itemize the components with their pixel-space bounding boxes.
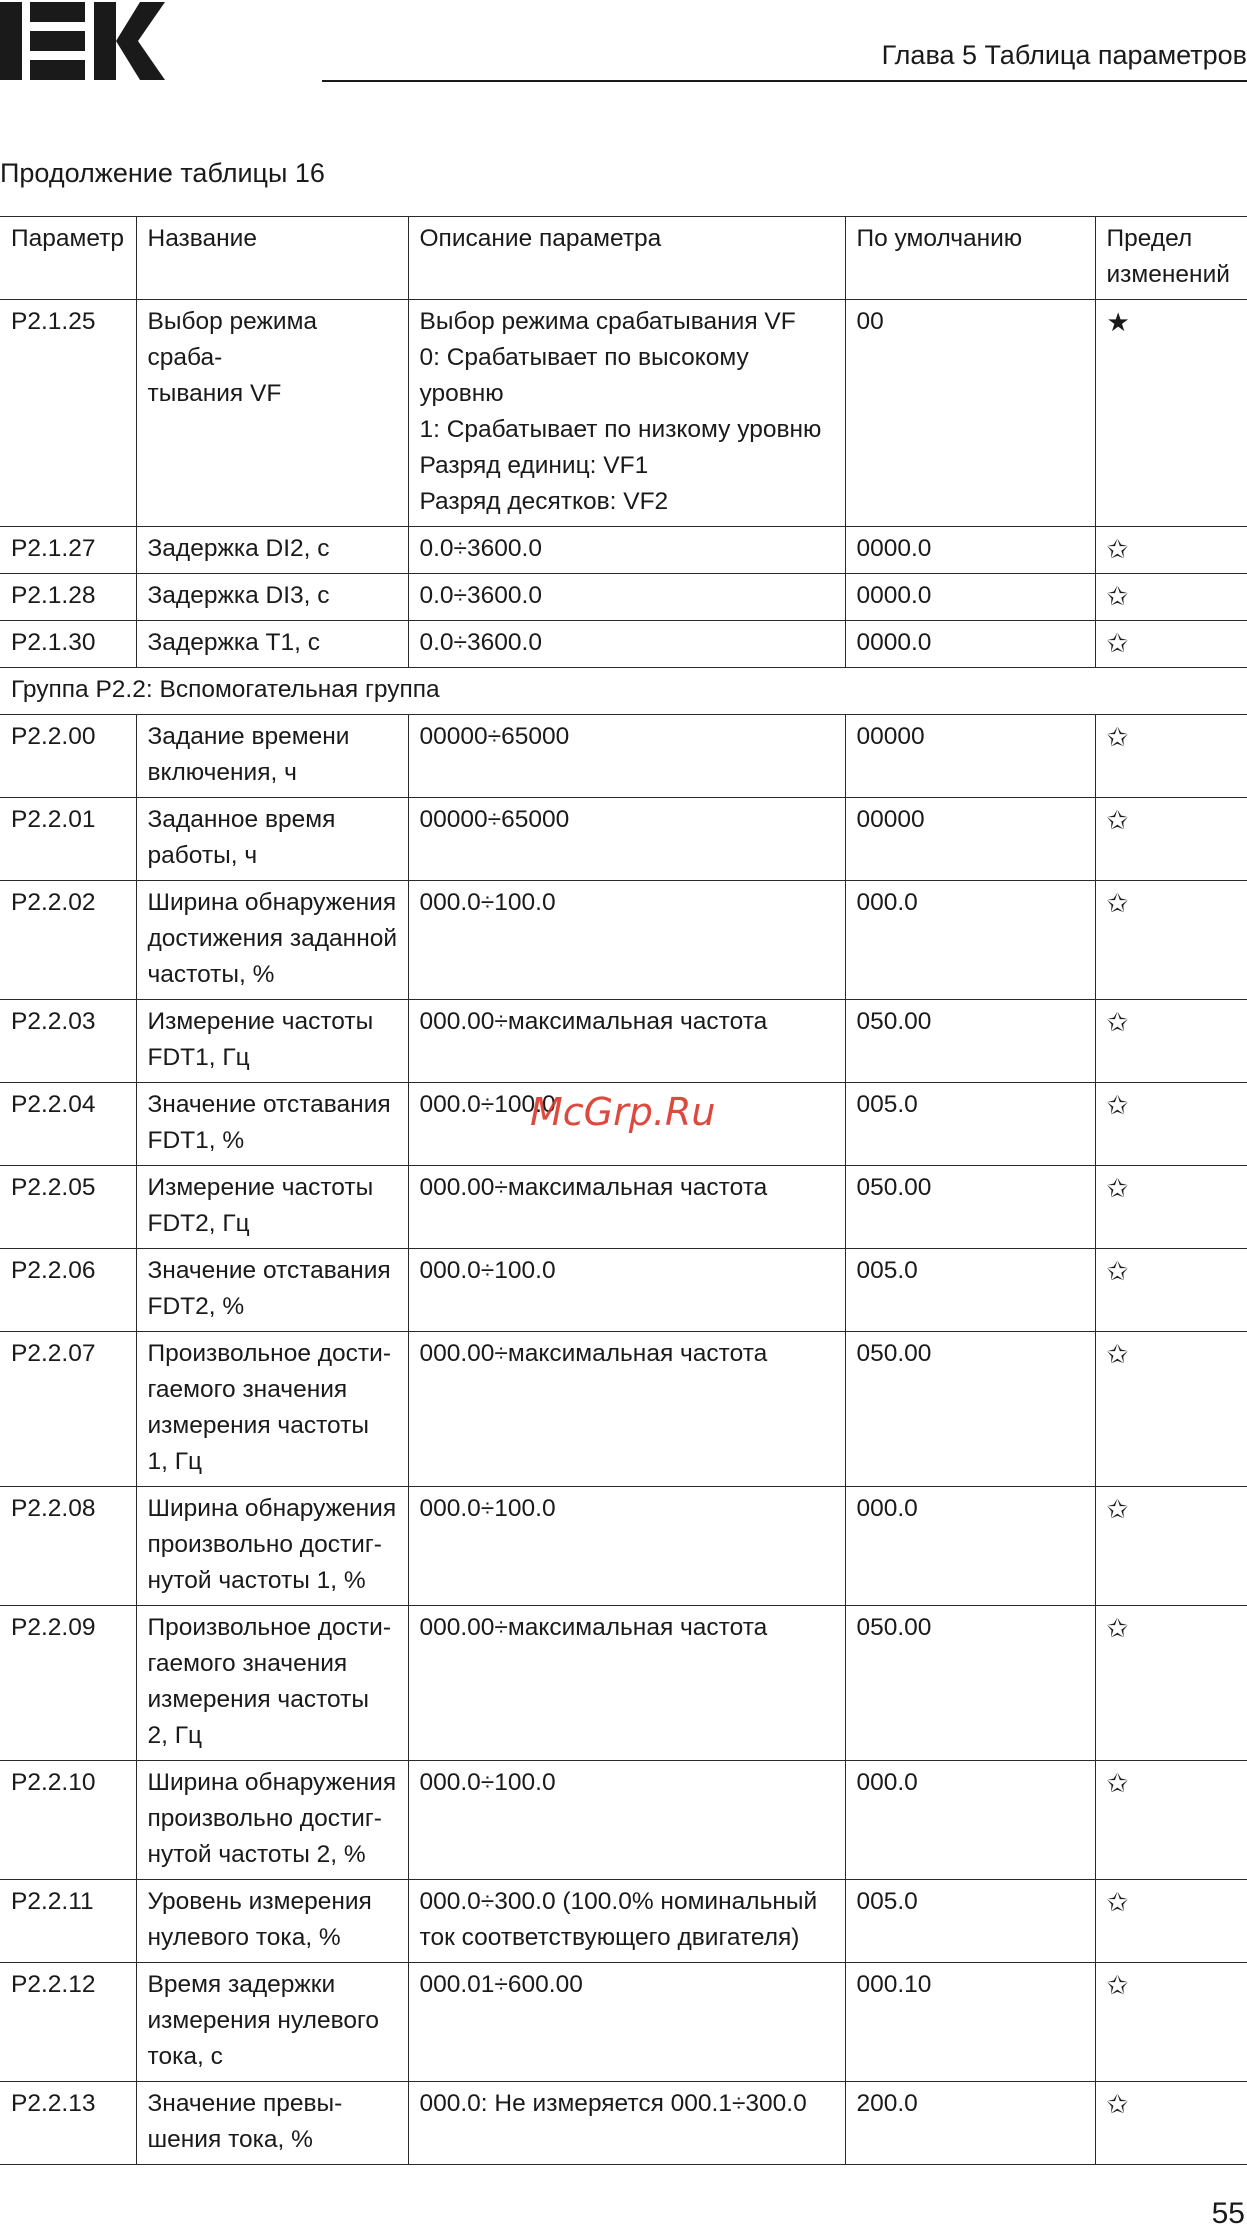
col-header-param: Параметр [0, 217, 136, 300]
cell-default: 00000 [845, 715, 1095, 798]
cell-desc: 000.0÷100.0 [408, 1761, 845, 1880]
cell-desc: 0.0÷3600.0 [408, 621, 845, 668]
table-row [0, 881, 1247, 1000]
cell-desc: 0.0÷3600.0 [408, 527, 845, 574]
cell-desc: 000.0: Не измеряется 000.1÷300.0 [408, 2082, 845, 2165]
cell-param: P2.1.27 [0, 527, 136, 574]
cell-param: P2.2.00 [0, 715, 136, 798]
cell-desc: 000.0÷100.0 [408, 1249, 845, 1332]
cell-limit: ★ [1095, 300, 1247, 527]
cell-default: 0000.0 [845, 527, 1095, 574]
cell-default: 200.0 [845, 2082, 1095, 2165]
table-row [0, 798, 1247, 881]
table-row [0, 527, 1247, 574]
cell-param: P2.2.01 [0, 798, 136, 881]
cell-name: Уровень измерения нулевого тока, % [136, 1880, 408, 1963]
cell-limit: ✩ [1095, 2082, 1247, 2165]
col-header-name: Название [136, 217, 408, 300]
cell-default: 00 [845, 300, 1095, 527]
cell-name: Время задержки измерения нулевого тока, с [136, 1963, 408, 2082]
table-row [0, 1166, 1247, 1249]
cell-desc: 000.0÷300.0 (100.0% номинальный ток соответствующего двигателя) [408, 1880, 845, 1963]
cell-desc: 00000÷65000 [408, 798, 845, 881]
table-row [0, 1487, 1247, 1606]
cell-name: Задержка T1, с [136, 621, 408, 668]
cell-desc: 000.00÷максимальная частота [408, 1606, 845, 1761]
table-row [0, 574, 1247, 621]
cell-param: P2.2.13 [0, 2082, 136, 2165]
table-row [0, 1083, 1247, 1166]
col-header-desc: Описание параметра [408, 217, 845, 300]
cell-desc: 00000÷65000 [408, 715, 845, 798]
cell-limit: ✩ [1095, 1000, 1247, 1083]
cell-param: P2.2.04 [0, 1083, 136, 1166]
table-row [0, 1761, 1247, 1880]
cell-desc: 000.0÷100.0 [408, 881, 845, 1000]
table-row [0, 300, 1247, 527]
cell-default: 005.0 [845, 1880, 1095, 1963]
header-rule [322, 80, 1247, 82]
cell-name: Ширина обнаружения достижения заданной частоты, % [136, 881, 408, 1000]
cell-param: P2.2.09 [0, 1606, 136, 1761]
cell-default: 0000.0 [845, 574, 1095, 621]
table-row [0, 1880, 1247, 1963]
cell-param: P2.2.06 [0, 1249, 136, 1332]
cell-limit: ✩ [1095, 1880, 1247, 1963]
group-row [0, 668, 1247, 715]
cell-limit: ✩ [1095, 1083, 1247, 1166]
cell-name: Значение отставания FDT2, % [136, 1249, 408, 1332]
cell-name: Заданное время работы, ч [136, 798, 408, 881]
cell-limit: ✩ [1095, 574, 1247, 621]
cell-name: Задание времени включения, ч [136, 715, 408, 798]
cell-name: Ширина обнаружения произвольно достиг- нутой частоты 1, % [136, 1487, 408, 1606]
cell-desc: 000.0÷100.0 [408, 1083, 845, 1166]
col-header-limit: Предел изменений [1095, 217, 1247, 300]
cell-limit: ✩ [1095, 1249, 1247, 1332]
cell-name: Произвольное дости- гаемого значения измерения частоты 2, Гц [136, 1606, 408, 1761]
cell-limit: ✩ [1095, 798, 1247, 881]
cell-default: 00000 [845, 798, 1095, 881]
cell-desc: 000.01÷600.00 [408, 1963, 845, 2082]
cell-param: P2.1.28 [0, 574, 136, 621]
cell-name: Произвольное дости- гаемого значения измерения частоты 1, Гц [136, 1332, 408, 1487]
table-row [0, 1963, 1247, 2082]
cell-default: 005.0 [845, 1083, 1095, 1166]
cell-param: P2.2.08 [0, 1487, 136, 1606]
cell-limit: ✩ [1095, 1963, 1247, 2082]
cell-limit: ✩ [1095, 881, 1247, 1000]
cell-desc: 000.00÷максимальная частота [408, 1166, 845, 1249]
cell-name: Значение превы- шения тока, % [136, 2082, 408, 2165]
cell-param: P2.2.02 [0, 881, 136, 1000]
cell-default: 000.10 [845, 1963, 1095, 2082]
cell-name: Ширина обнаружения произвольно достиг- нутой частоты 2, % [136, 1761, 408, 1880]
cell-limit: ✩ [1095, 1606, 1247, 1761]
cell-desc: 0.0÷3600.0 [408, 574, 845, 621]
cell-name: Задержка DI2, с [136, 527, 408, 574]
cell-param: P2.2.12 [0, 1963, 136, 2082]
cell-name: Измерение частоты FDT2, Гц [136, 1166, 408, 1249]
table-header-row [0, 217, 1247, 300]
cell-param: P2.2.03 [0, 1000, 136, 1083]
table-row [0, 2082, 1247, 2165]
cell-default: 000.0 [845, 1487, 1095, 1606]
cell-param: P2.1.25 [0, 300, 136, 527]
cell-name: Выбор режима сраба- тывания VF [136, 300, 408, 527]
cell-limit: ✩ [1095, 715, 1247, 798]
cell-default: 050.00 [845, 1606, 1095, 1761]
parameter-table [0, 216, 1247, 2165]
cell-limit: ✩ [1095, 1166, 1247, 1249]
cell-desc: 000.00÷максимальная частота [408, 1000, 845, 1083]
cell-default: 0000.0 [845, 621, 1095, 668]
table-row [0, 1606, 1247, 1761]
cell-name: Измерение частоты FDT1, Гц [136, 1000, 408, 1083]
cell-default: 050.00 [845, 1166, 1095, 1249]
table-row [0, 1000, 1247, 1083]
table-row [0, 621, 1247, 668]
cell-default: 000.0 [845, 1761, 1095, 1880]
cell-default: 000.0 [845, 881, 1095, 1000]
cell-param: P2.2.05 [0, 1166, 136, 1249]
cell-limit: ✩ [1095, 621, 1247, 668]
cell-desc: 000.00÷максимальная частота [408, 1332, 845, 1487]
cell-limit: ✩ [1095, 527, 1247, 574]
watermark: McGrp.Ru [530, 1090, 716, 1134]
group-title: Группа P2.2: Вспомогательная группа [0, 668, 1247, 715]
cell-param: P2.2.10 [0, 1761, 136, 1880]
col-header-default: По умолчанию [845, 217, 1095, 300]
table-row [0, 1332, 1247, 1487]
cell-limit: ✩ [1095, 1332, 1247, 1487]
cell-default: 050.00 [845, 1000, 1095, 1083]
cell-param: P2.1.30 [0, 621, 136, 668]
table-row [0, 715, 1247, 798]
cell-param: P2.2.07 [0, 1332, 136, 1487]
cell-default: 005.0 [845, 1249, 1095, 1332]
cell-desc: 000.0÷100.0 [408, 1487, 845, 1606]
cell-limit: ✩ [1095, 1761, 1247, 1880]
iek-logo [0, 0, 165, 82]
cell-name: Задержка DI3, с [136, 574, 408, 621]
table-row [0, 1249, 1247, 1332]
page-number: 55 [1211, 2197, 1245, 2230]
table-caption: Продолжение таблицы 16 [0, 158, 325, 188]
cell-limit: ✩ [1095, 1487, 1247, 1606]
table-body [0, 300, 1247, 2165]
cell-default: 050.00 [845, 1332, 1095, 1487]
cell-desc: Выбор режима срабатывания VF 0: Срабатывает по высокому уровню 1: Срабатывает по низкому уровню Разряд единиц: VF1 Разряд десятков: VF2 [408, 300, 845, 527]
chapter-title: Глава 5 Таблица параметров [881, 40, 1247, 70]
cell-name: Значение отставания FDT1, % [136, 1083, 408, 1166]
cell-param: P2.2.11 [0, 1880, 136, 1963]
